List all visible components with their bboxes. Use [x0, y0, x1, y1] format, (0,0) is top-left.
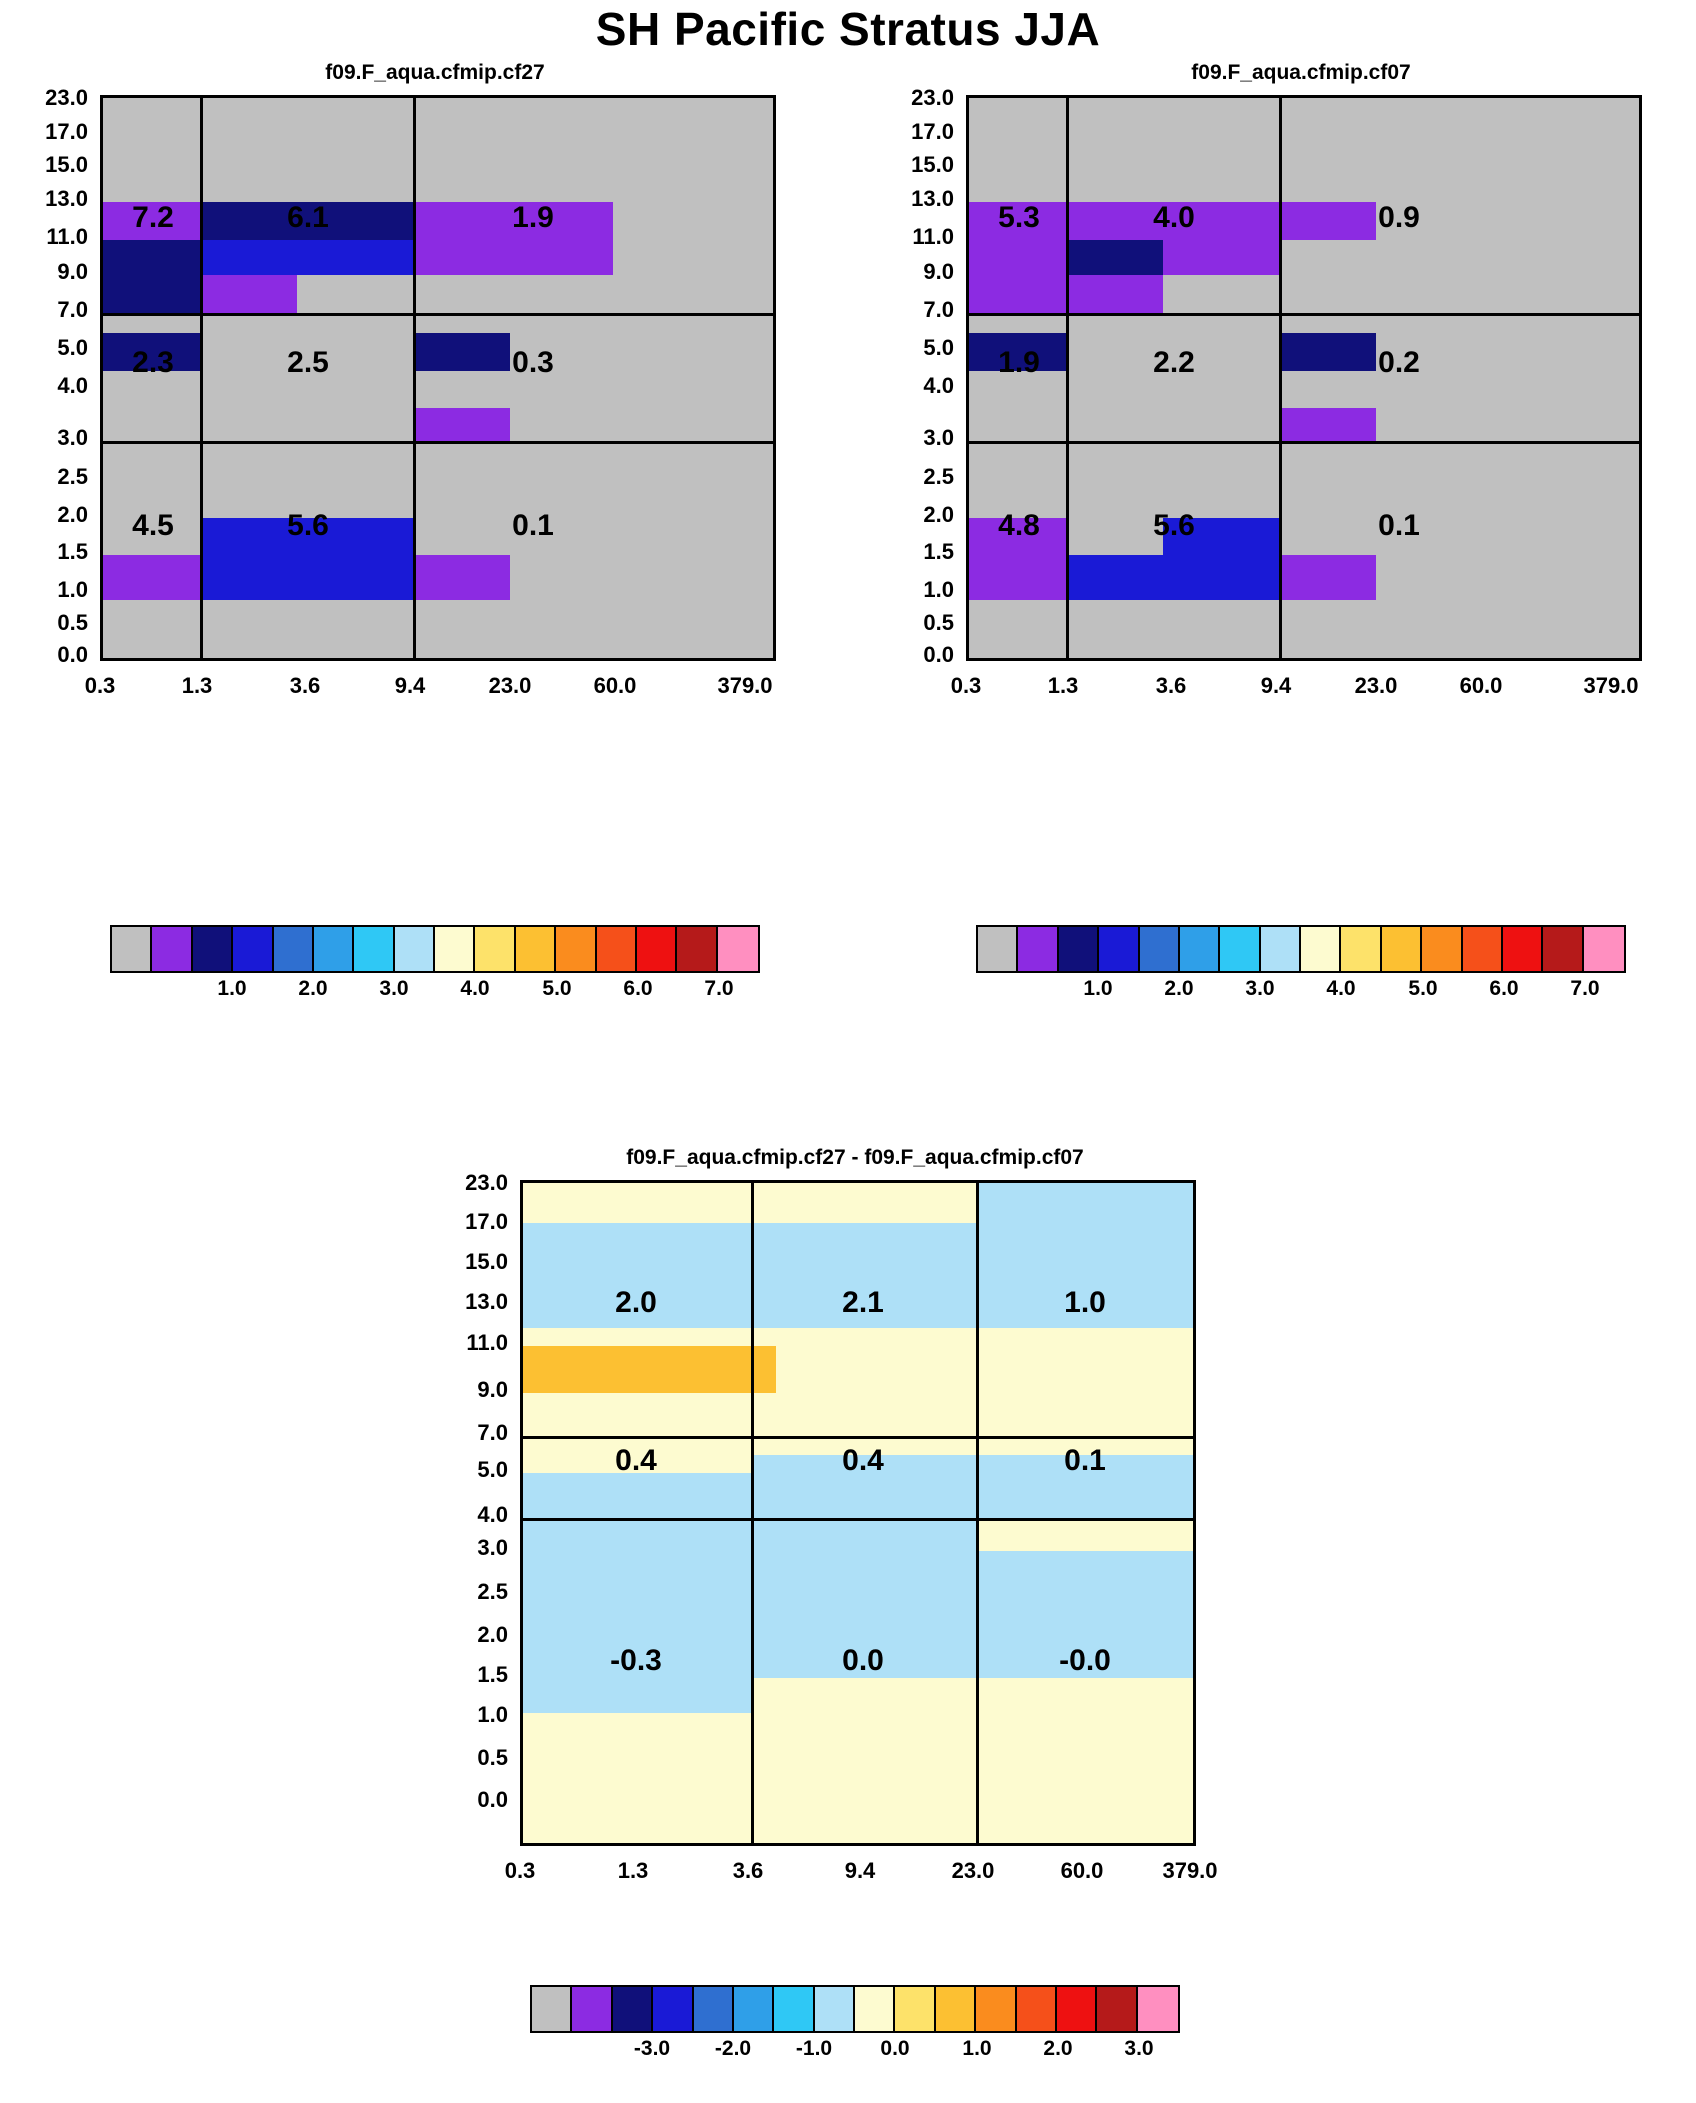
panel-cf07-value: 0.9 — [1378, 201, 1420, 234]
colorbar-swatch — [556, 927, 596, 971]
panel-diff-gridline-v1 — [751, 1183, 754, 1843]
panel-cf07-value: 5.6 — [1153, 509, 1195, 542]
panel-cf07-xtick-label: 9.4 — [1260, 673, 1292, 698]
panel-diff — [465, 1146, 1218, 1883]
colorbar-swatch — [978, 927, 1018, 971]
panel-cf27 — [45, 61, 773, 698]
panel-cf27-ytick-label: 0.0 — [57, 642, 88, 667]
colorbar-tick-label: 3.0 — [1124, 2037, 1154, 2060]
panel-cf07-value: 0.2 — [1378, 346, 1420, 379]
panel-cf07-ytick-label: 15.0 — [911, 152, 954, 177]
panel-cf07-value: 1.9 — [998, 346, 1040, 379]
colorbar-swatch — [152, 927, 192, 971]
panel-cf27-ytick-label: 4.0 — [57, 373, 88, 398]
panel-cf07-xtick-label: 23.0 — [1354, 673, 1398, 698]
panel-diff-xtick-label: 60.0 — [1060, 1858, 1104, 1883]
panel-cf27-xtick-label: 9.4 — [394, 673, 426, 698]
panel-cf07-xtick-label: 0.3 — [950, 673, 982, 698]
panel-cf07-ytick-label: 1.0 — [923, 577, 954, 602]
panel-cf07-value: 4.8 — [998, 509, 1040, 542]
colorbar-tick-label: 5.0 — [542, 977, 572, 1000]
panel-cf07-ytick-label: 17.0 — [911, 119, 954, 144]
panel-cf27-title: f09.F_aqua.cfmip.cf27 — [325, 61, 545, 84]
colorbar-swatch — [815, 1987, 855, 2031]
colorbar-swatch — [677, 927, 717, 971]
colorbar-tick-label: 7.0 — [704, 977, 734, 1000]
panel-diff-xtick-label: 23.0 — [951, 1858, 995, 1883]
panel-cf07-gridline-h1 — [969, 313, 1639, 316]
panel-cf07-ytick-label: 2.5 — [923, 464, 954, 489]
panel-cf07-xtick-label: 379.0 — [1583, 673, 1639, 698]
colorbar-swatch — [1584, 927, 1624, 971]
panel-diff-value: 0.1 — [1064, 1444, 1106, 1477]
colorbar-swatch — [718, 927, 758, 971]
panel-cf27-xtick-label: 379.0 — [717, 673, 773, 698]
panel-diff-xtick-label: 379.0 — [1162, 1858, 1218, 1883]
colorbar-swatch — [314, 927, 354, 971]
panel-diff-value: -0.3 — [610, 1644, 662, 1677]
panel-cf07-heatmap — [969, 98, 1639, 658]
colorbar-swatch — [734, 1987, 774, 2031]
panel-diff-heatmap — [523, 1183, 1193, 1843]
panel-cf07-title: f09.F_aqua.cfmip.cf07 — [1191, 61, 1411, 84]
colorbar-swatch — [1543, 927, 1583, 971]
panel-cf27-colorbar-boxes — [110, 925, 760, 973]
panel-cf07-ytick-label: 5.0 — [923, 335, 954, 360]
colorbar-tick-label: 1.0 — [1083, 977, 1113, 1000]
panel-cf27-xtick-label: 60.0 — [593, 673, 637, 698]
panel-cf07-value: 2.2 — [1153, 346, 1195, 379]
colorbar-tick-label: -3.0 — [633, 2037, 671, 2060]
panel-diff-ytick-label: 2.0 — [477, 1622, 508, 1647]
panel-diff-gridline-h2 — [523, 1518, 1193, 1521]
panel-cf07-xtick-label: 3.6 — [1155, 673, 1187, 698]
panel-cf27-xtick-label: 3.6 — [289, 673, 321, 698]
panel-diff-xtick-label: 3.6 — [732, 1858, 764, 1883]
panel-diff-ytick-label: 4.0 — [477, 1502, 508, 1527]
colorbar-tick-label: -2.0 — [714, 2037, 752, 2060]
panel-diff-ytick-label: 0.0 — [477, 1787, 508, 1812]
panel-diff-ytick-label: 23.0 — [465, 1170, 508, 1195]
panel-cf27-gridline-v2 — [413, 98, 416, 658]
panel-cf07-colorbar — [976, 925, 1626, 1000]
colorbar-swatch — [112, 927, 152, 971]
panel-cf07-ytick-label: 3.0 — [923, 425, 954, 450]
panel-diff-ytick-label: 7.0 — [477, 1420, 508, 1445]
panel-cf07-ytick-label: 2.0 — [923, 502, 954, 527]
colorbar-swatch — [1382, 927, 1422, 971]
colorbar-tick-label: 1.0 — [217, 977, 247, 1000]
panel-cf07-colorbar-boxes — [976, 925, 1626, 973]
panel-cf07 — [911, 61, 1639, 698]
panel-diff-value: 0.4 — [615, 1444, 657, 1477]
panel-cf27-value: 4.5 — [132, 509, 174, 542]
panel-cf07-xtick-label: 1.3 — [1047, 673, 1079, 698]
panel-cf27-colorbar — [110, 925, 760, 1000]
colorbar-tick-label: 0.0 — [880, 2037, 910, 2060]
panel-diff-value: 1.0 — [1064, 1286, 1106, 1319]
colorbar-swatch — [1261, 927, 1301, 971]
panel-cf07-ytick-label: 4.0 — [923, 373, 954, 398]
colorbar-swatch — [637, 927, 677, 971]
colorbar-swatch — [774, 1987, 814, 2031]
colorbar-swatch — [1301, 927, 1341, 971]
panel-diff-value: -0.0 — [1059, 1644, 1111, 1677]
panel-cf27-xtick-label: 1.3 — [181, 673, 213, 698]
colorbar-swatch — [1463, 927, 1503, 971]
colorbar-swatch — [936, 1987, 976, 2031]
panel-diff-colorbar — [530, 1985, 1180, 2060]
panel-diff-ytick-label: 1.5 — [477, 1662, 508, 1687]
colorbar-swatch — [274, 927, 314, 971]
panel-cf27-ytick-label: 1.5 — [57, 539, 88, 564]
panel-cf27-heatmap — [103, 98, 773, 658]
panel-cf07-gridline-v1 — [1066, 98, 1069, 658]
panel-cf27-value: 1.9 — [512, 201, 554, 234]
colorbar-swatch — [1138, 1987, 1178, 2031]
colorbar-tick-label: 5.0 — [1408, 977, 1438, 1000]
panel-cf27-value: 2.3 — [132, 346, 174, 379]
panel-cf27-ytick-label: 23.0 — [45, 85, 88, 110]
colorbar-swatch — [1059, 927, 1099, 971]
panel-cf27-value: 7.2 — [132, 201, 174, 234]
panel-cf27-xtick-label: 0.3 — [84, 673, 116, 698]
colorbar-swatch — [193, 927, 233, 971]
colorbar-swatch — [435, 927, 475, 971]
colorbar-swatch — [516, 927, 556, 971]
panel-cf27-ytick-label: 2.5 — [57, 464, 88, 489]
panel-cf27-ytick-label: 0.5 — [57, 610, 88, 635]
colorbar-swatch — [1057, 1987, 1097, 2031]
panel-cf27-value: 6.1 — [287, 201, 329, 234]
panel-diff-ytick-label: 1.0 — [477, 1702, 508, 1727]
colorbar-swatch — [532, 1987, 572, 2031]
panel-diff-value: 2.1 — [842, 1286, 884, 1319]
colorbar-swatch — [475, 927, 515, 971]
panel-cf07-plot[interactable] — [966, 95, 1642, 661]
panel-diff-ytick-label: 2.5 — [477, 1579, 508, 1604]
colorbar-swatch — [597, 927, 637, 971]
colorbar-swatch — [855, 1987, 895, 2031]
colorbar-swatch — [572, 1987, 612, 2031]
panel-cf27-ytick-label: 1.0 — [57, 577, 88, 602]
panel-cf27-ytick-label: 13.0 — [45, 186, 88, 211]
panel-cf27-ytick-label: 5.0 — [57, 335, 88, 360]
panel-cf07-ytick-label: 7.0 — [923, 297, 954, 322]
colorbar-swatch — [653, 1987, 693, 2031]
panel-cf27-ytick-label: 9.0 — [57, 259, 88, 284]
panel-diff-xtick-label: 9.4 — [844, 1858, 876, 1883]
panel-cf27-ytick-label: 17.0 — [45, 119, 88, 144]
panel-cf07-ytick-label: 9.0 — [923, 259, 954, 284]
panel-cf07-xtick-label: 60.0 — [1459, 673, 1503, 698]
panel-diff-value: 0.0 — [842, 1644, 884, 1677]
colorbar-swatch — [1503, 927, 1543, 971]
colorbar-tick-label: 4.0 — [460, 977, 490, 1000]
colorbar-swatch — [1140, 927, 1180, 971]
colorbar-tick-label: -1.0 — [795, 2037, 833, 2060]
page-title: SH Pacific Stratus JJA — [595, 3, 1101, 55]
colorbar-tick-label: 2.0 — [298, 977, 328, 1000]
colorbar-tick-label: 3.0 — [379, 977, 409, 1000]
panel-diff-ytick-label: 0.5 — [477, 1745, 508, 1770]
panel-cf27-value: 2.5 — [287, 346, 329, 379]
panel-diff-xtick-label: 1.3 — [617, 1858, 649, 1883]
panel-cf27-value: 0.1 — [512, 509, 554, 542]
panel-diff-title: f09.F_aqua.cfmip.cf27 - f09.F_aqua.cfmip.cf07 — [626, 1146, 1084, 1169]
colorbar-tick-label: 4.0 — [1326, 977, 1356, 1000]
panel-diff-ytick-label: 17.0 — [465, 1209, 508, 1234]
colorbar-tick-label: 6.0 — [1489, 977, 1519, 1000]
panel-cf07-gridline-h2 — [969, 441, 1639, 444]
colorbar-tick-label: 2.0 — [1043, 2037, 1073, 2060]
panel-cf27-gridline-h1 — [103, 313, 773, 316]
panel-diff-gridline-v2 — [976, 1183, 979, 1843]
panel-cf27-ytick-label: 3.0 — [57, 425, 88, 450]
colorbar-swatch — [1220, 927, 1260, 971]
colorbar-swatch — [354, 927, 394, 971]
colorbar-swatch — [1017, 1987, 1057, 2031]
colorbar-swatch — [1180, 927, 1220, 971]
panel-diff-gridline-h1 — [523, 1436, 1193, 1439]
panel-diff-plot[interactable] — [520, 1180, 1196, 1846]
colorbar-tick-label: 3.0 — [1245, 977, 1275, 1000]
colorbar-swatch — [613, 1987, 653, 2031]
panel-cf07-ytick-label: 13.0 — [911, 186, 954, 211]
colorbar-swatch — [233, 927, 273, 971]
colorbar-swatch — [895, 1987, 935, 2031]
colorbar-swatch — [1097, 1987, 1137, 2031]
panel-cf27-plot[interactable] — [100, 95, 776, 661]
panel-diff-xtick-label: 0.3 — [504, 1858, 536, 1883]
colorbar-tick-label: 6.0 — [623, 977, 653, 1000]
panel-cf07-ytick-label: 11.0 — [912, 224, 954, 249]
colorbar-swatch — [1341, 927, 1381, 971]
panel-cf27-xtick-label: 23.0 — [488, 673, 532, 698]
panel-cf07-gridline-v2 — [1279, 98, 1282, 658]
panel-cf07-ytick-label: 0.5 — [923, 610, 954, 635]
panel-diff-ytick-label: 9.0 — [477, 1377, 508, 1402]
panel-diff-ytick-label: 5.0 — [477, 1457, 508, 1482]
panel-cf07-value: 4.0 — [1153, 201, 1195, 234]
colorbar-swatch — [694, 1987, 734, 2031]
panel-cf07-value: 5.3 — [998, 201, 1040, 234]
panel-diff-colorbar-boxes — [530, 1985, 1180, 2033]
panel-diff-ytick-label: 3.0 — [477, 1535, 508, 1560]
colorbar-tick-label: 2.0 — [1164, 977, 1194, 1000]
panel-diff-ytick-label: 11.0 — [466, 1330, 508, 1355]
colorbar-tick-label: 1.0 — [962, 2037, 992, 2060]
panel-cf07-ytick-label: 23.0 — [911, 85, 954, 110]
colorbar-tick-label: 7.0 — [1570, 977, 1600, 1000]
panel-diff-ytick-label: 13.0 — [465, 1289, 508, 1314]
panel-cf07-ytick-label: 1.5 — [923, 539, 954, 564]
colorbar-swatch — [1422, 927, 1462, 971]
colorbar-swatch — [1099, 927, 1139, 971]
panel-cf27-value: 0.3 — [512, 346, 554, 379]
panel-cf07-ytick-label: 0.0 — [923, 642, 954, 667]
panel-cf27-gridline-h2 — [103, 441, 773, 444]
panel-cf27-ytick-label: 11.0 — [46, 224, 88, 249]
colorbar-swatch — [976, 1987, 1016, 2031]
panel-cf27-ytick-label: 7.0 — [57, 297, 88, 322]
panel-cf27-gridline-v1 — [200, 98, 203, 658]
panel-diff-value: 2.0 — [615, 1286, 657, 1319]
panel-cf27-ytick-label: 2.0 — [57, 502, 88, 527]
panel-cf27-ytick-label: 15.0 — [45, 152, 88, 177]
panel-cf27-value: 5.6 — [287, 509, 329, 542]
panel-diff-ytick-label: 15.0 — [465, 1249, 508, 1274]
colorbar-swatch — [395, 927, 435, 971]
panel-diff-value: 0.4 — [842, 1444, 884, 1477]
colorbar-swatch — [1018, 927, 1058, 971]
panel-cf07-value: 0.1 — [1378, 509, 1420, 542]
